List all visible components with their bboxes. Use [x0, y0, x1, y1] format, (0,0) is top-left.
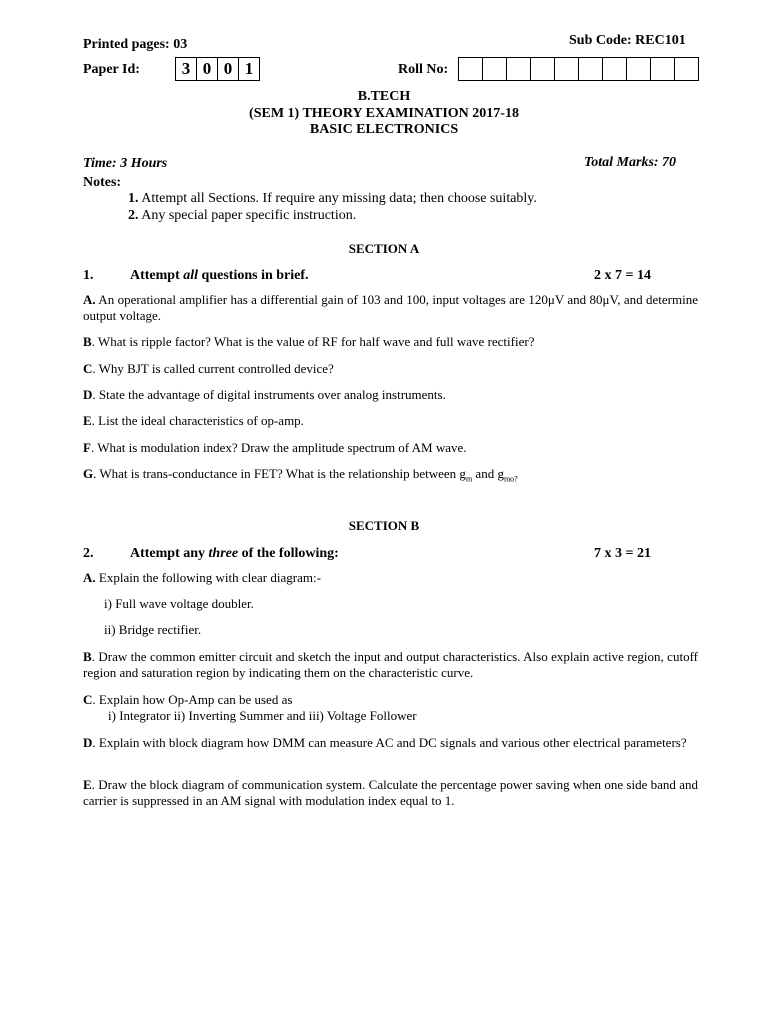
question-item-a: A. Explain the following with clear diagram:- [83, 570, 321, 585]
title-exam: (SEM 1) THEORY EXAMINATION 2017-18 [249, 106, 519, 121]
question-item-e: E. Draw the block diagram of communication system. Calculate the percentage power saving when one side band and carrier is suppressed in an AM signal with modulation index equal to 1. [83, 777, 698, 808]
roll-no-box[interactable] [554, 57, 579, 81]
sub-item: ii) Bridge rectifier. [104, 622, 202, 637]
roll-no-label: Roll No: [398, 62, 449, 77]
note-2 [128, 208, 356, 224]
question-item-b: B. Draw the common emitter circuit and sketch the input and output characteristics. Also explain active region, cutoff region and saturation region by indicating them on the characteristic curve. [83, 649, 698, 680]
sub-item: i) Integrator ii) Inverting Summer and iii) Voltage Follower [108, 708, 417, 723]
sub-item: i) Full wave voltage doubler. [104, 596, 254, 611]
question-number: 1. [83, 268, 94, 283]
paper-id-digit: 0 [217, 57, 239, 81]
title-subject: BASIC ELECTRONICS [309, 122, 459, 137]
question-item-d: D. State the advantage of digital instruments over analog instruments. [83, 387, 446, 402]
printed-pages: Printed pages: 03 [83, 37, 188, 52]
question-item-b: B. What is ripple factor? What is the value of RF for half wave and full wave rectifier? [83, 334, 535, 349]
roll-no-box[interactable] [650, 57, 675, 81]
roll-no-box[interactable] [530, 57, 555, 81]
note-number: 2. [128, 208, 139, 223]
question-instruction: Attempt all questions in brief. [130, 268, 309, 283]
roll-no-boxes[interactable] [459, 57, 699, 81]
paper-id-digit: 3 [175, 57, 197, 81]
note-1 [128, 191, 537, 207]
paper-id-boxes [176, 57, 260, 81]
question-item-g: G. What is trans-conductance in FET? What is the relationship between $g_m$ and $g_{mo?}$ [83, 466, 518, 484]
question-number: 2. [83, 546, 94, 561]
roll-no-box[interactable] [626, 57, 651, 81]
notes-label: Notes: [83, 175, 122, 190]
question-item-f: F. What is modulation index? Draw the amplitude spectrum of AM wave. [83, 440, 467, 455]
section-b-heading: SECTION B [348, 518, 420, 533]
note-text: Any special paper specific instruction. [138, 208, 357, 223]
roll-no-box[interactable] [602, 57, 627, 81]
roll-no-box[interactable] [506, 57, 531, 81]
roll-no-box[interactable] [458, 57, 483, 81]
question-item-d: D. Explain with block diagram how DMM can measure AC and DC signals and various other electrical parameters? [83, 735, 687, 750]
question-item-a: A. An operational amplifier has a differential gain of 103 and 100, input voltages are 120μV and 80μV, and determine output voltage. [83, 292, 698, 323]
note-text: Attempt all Sections. If require any missing data; then choose suitably. [138, 191, 537, 206]
roll-no-box[interactable] [482, 57, 507, 81]
question-instruction: Attempt any three of the following: [130, 546, 339, 561]
roll-no-box[interactable] [674, 57, 699, 81]
title-degree: B.TECH [357, 89, 411, 104]
question-item-c: C. Why BJT is called current controlled device? [83, 361, 334, 376]
roll-no-box[interactable] [578, 57, 603, 81]
question-marks: 7 x 3 = 21 [594, 546, 651, 561]
note-number: 1. [128, 191, 139, 206]
question-marks: 2 x 7 = 14 [594, 268, 651, 283]
paper-id-digit: 1 [238, 57, 260, 81]
exam-time: Time: 3 Hours [83, 156, 168, 171]
sub-code: Sub Code: REC101 [569, 33, 686, 48]
section-a-heading: SECTION A [348, 241, 420, 256]
total-marks: Total Marks: 70 [584, 155, 677, 170]
question-item-c: C. Explain how Op-Amp can be used as [83, 692, 293, 707]
paper-id-label: Paper Id: [83, 62, 140, 77]
question-item-e: E. List the ideal characteristics of op-amp. [83, 413, 304, 428]
paper-id-digit: 0 [196, 57, 218, 81]
